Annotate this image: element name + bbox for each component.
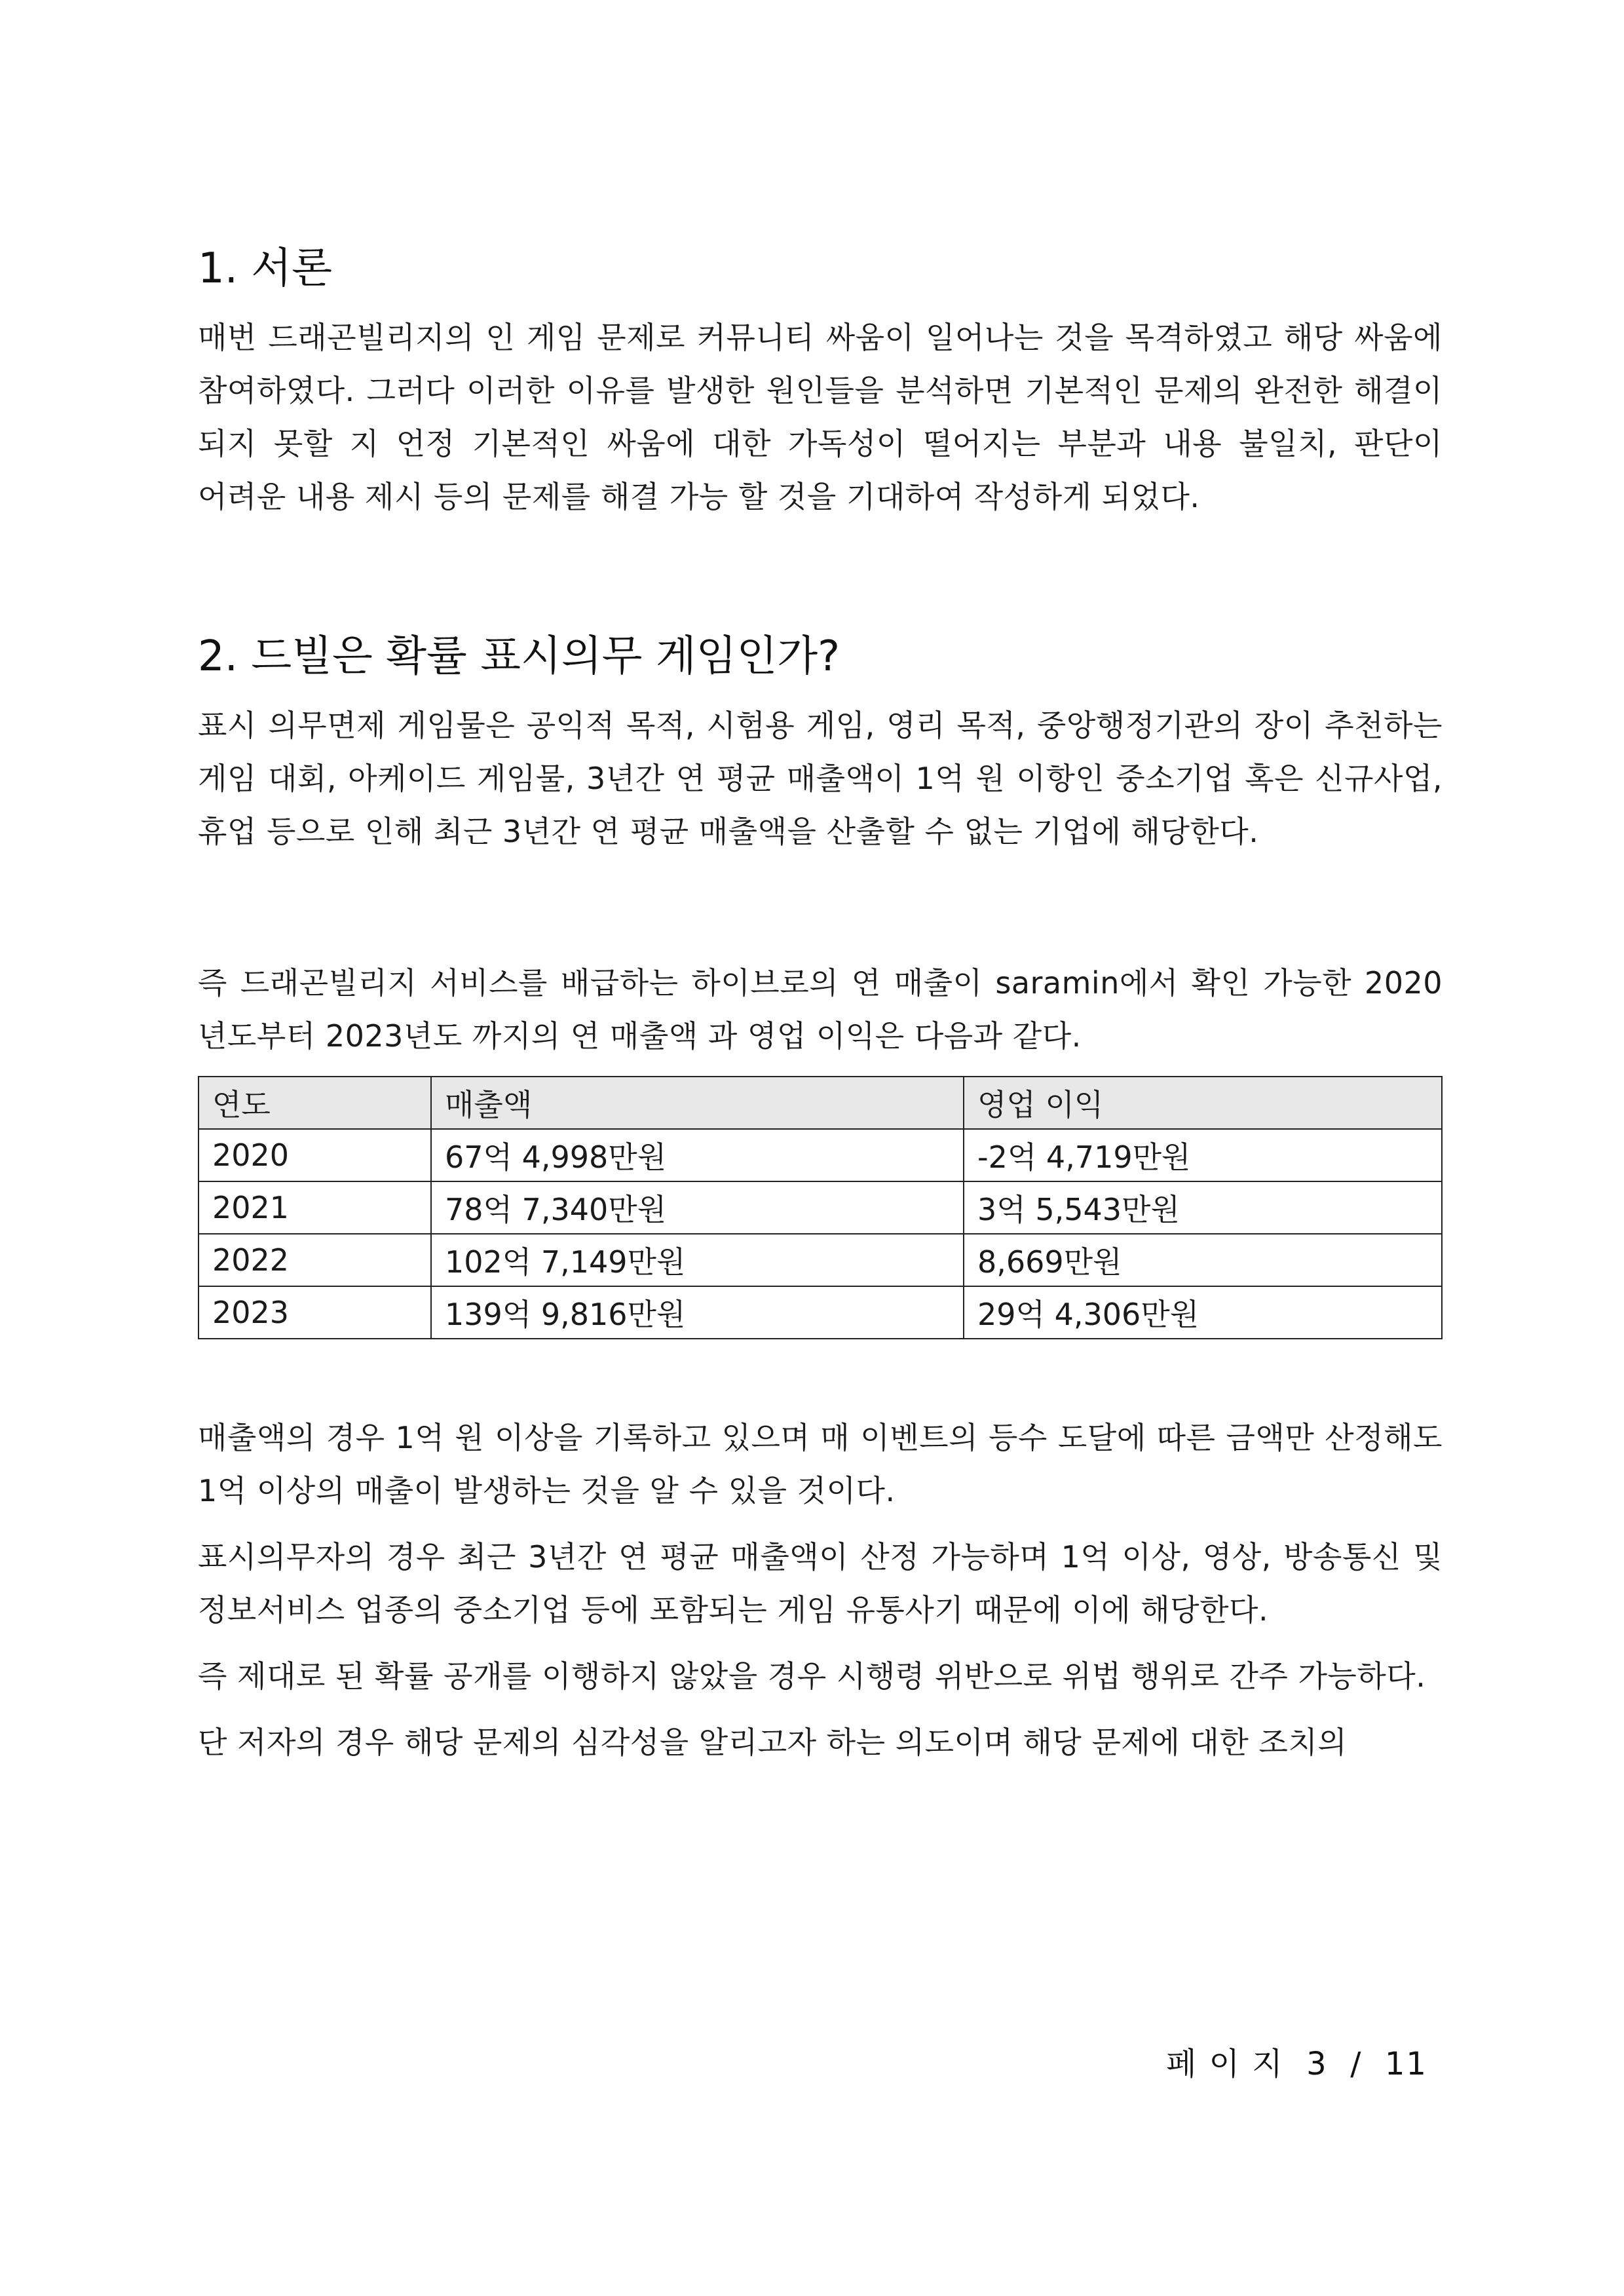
table-cell-operating-profit: 8,669만원 [964,1234,1442,1286]
table-cell-revenue: 102억 7,149만원 [431,1234,964,1286]
violation-paragraph: 즉 제대로 된 확률 공개를 이행하지 않았을 경우 시행령 위반으로 위법 행위로 간주 가능하다. [198,1658,1426,1694]
table-header-operating-profit: 영업 이익 [964,1077,1442,1129]
table-row [198,1129,1442,1181]
table-cell-revenue: 67억 4,998만원 [431,1129,964,1181]
table-cell-operating-profit: 29억 4,306만원 [964,1286,1442,1339]
obligation-paragraph: 표시의무자의 경우 최근 3년간 연 평균 매출액이 산정 가능하며 1억 이상, 영상, 방송통신 및 정보서비스 업종의 중소기업 등에 포함되는 게임 유통사기 때문에 이에 해당한다. [198,1539,1443,1628]
section-heading-probability: 2. 드빌은 확률 표시의무 게임인가? [198,632,840,681]
table-cell-revenue: 139억 9,816만원 [431,1286,964,1339]
table-row [198,1234,1442,1286]
revenue-analysis-paragraph: 매출액의 경우 1억 원 이상을 기록하고 있으며 매 이벤트의 등수 도달에 따른 금액만 산정해도 1억 이상의 매출이 발생하는 것을 알 수 있을 것이다. [198,1420,1443,1508]
page-number: 페 이 지 3 / 11 [1166,2046,1427,2082]
revenue-intro-paragraph: 즉 드래곤빌리지 서비스를 배급하는 하이브로의 연 매출이 saramin에서 확인 가능한 2020 년도부터 2023년도 까지의 연 매출액 과 영업 이익은 다음과 같다. [198,965,1443,1054]
table-cell-year: 2021 [198,1181,431,1234]
table-cell-year: 2023 [198,1286,431,1339]
table-cell-year: 2022 [198,1234,431,1286]
table-header-row [198,1077,1442,1129]
table-cell-year: 2020 [198,1129,431,1181]
page-content [198,239,1443,1769]
table-header-revenue: 매출액 [431,1077,964,1129]
intro-paragraph: 매번 드래곤빌리지의 인 게임 문제로 커뮤니티 싸움이 일어나는 것을 목격하였고 해당 싸움에 참여하였다. 그러다 이러한 이유를 발생한 원인들을 분석하면 기본적인 문제의 완전한 해결이 되지 못할 지 언정 기본적인 싸움에 대한 가독성이 떨어지는 부분과 내용 불일치, 판단이 어려운 내용 제시 등의 문제를 해결 가능 할 것을 기대하여 작성하게 되었다. [198,320,1443,514]
table-cell-operating-profit: -2억 4,719만원 [964,1129,1442,1181]
table-header-year: 연도 [198,1077,431,1129]
section-heading-intro: 1. 서론 [198,244,333,293]
table-row [198,1286,1442,1339]
revenue-table [198,1076,1443,1339]
table-row [198,1181,1442,1234]
table-cell-revenue: 78억 7,340만원 [431,1181,964,1234]
table-cell-operating-profit: 3억 5,543만원 [964,1181,1442,1234]
author-note-paragraph: 단 저자의 경우 해당 문제의 심각성을 알리고자 하는 의도이며 해당 문제에 대한 조치의 [198,1725,1348,1760]
exemption-paragraph: 표시 의무면제 게임물은 공익적 목적, 시험용 게임, 영리 목적, 중앙행정기관의 장이 추천하는 게임 대회, 아케이드 게임물, 3년간 연 평균 매출액이 1억 원 이항인 중소기업 혹은 신규사업, 휴업 등으로 인해 최근 3년간 연 평균 매출액을 산출할 수 없는 기업에 해당한다. [198,708,1443,849]
